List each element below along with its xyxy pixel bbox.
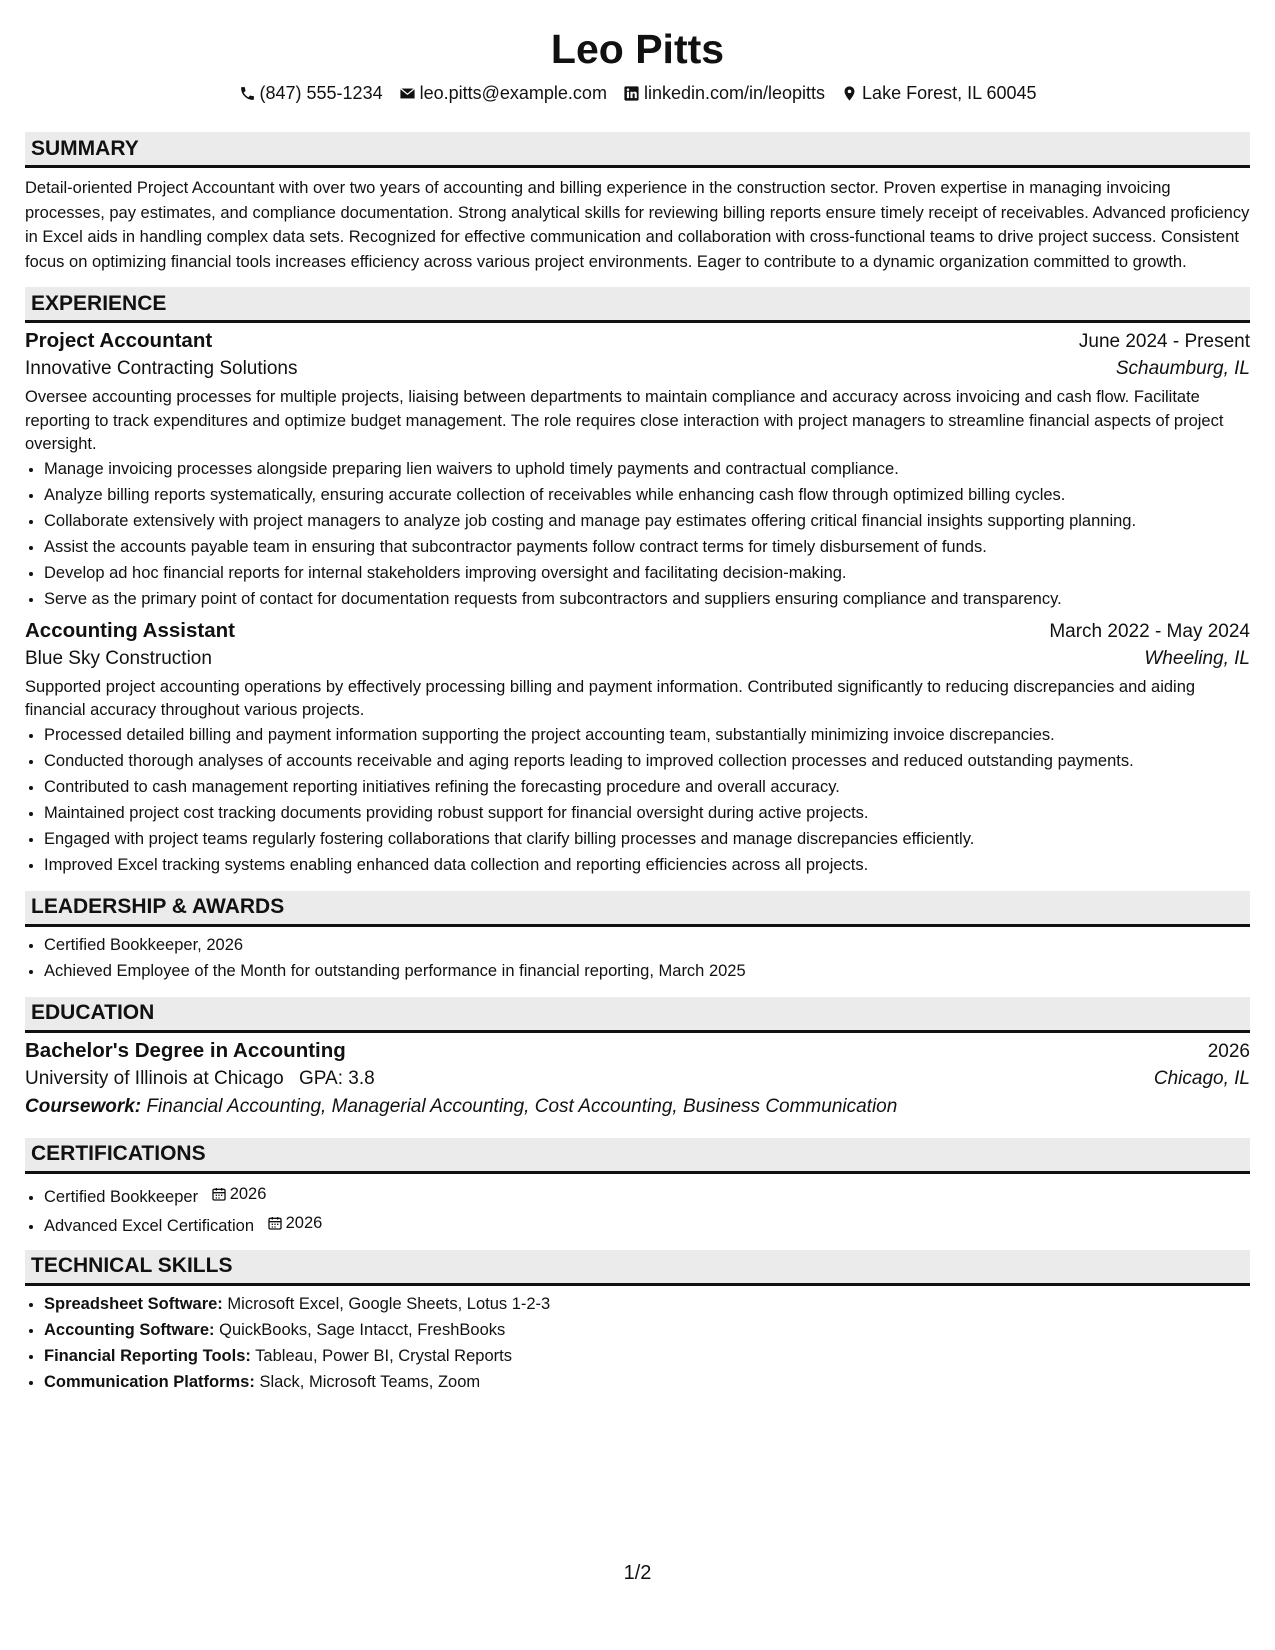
list-item: • Collaborate extensively with project managers to analyze job costing and manage pay estimates offering critical financial insights supporting planning. <box>44 509 1250 533</box>
section-heading: TECHNICAL SKILLS <box>25 1250 1250 1286</box>
skill-label: Spreadsheet Software: <box>44 1294 223 1313</box>
gpa: GPA: 3.8 <box>299 1067 375 1089</box>
skill-label: Financial Reporting Tools: <box>44 1346 251 1365</box>
cert-date <box>211 1182 267 1206</box>
contact-phone[interactable] <box>239 83 383 104</box>
map-pin-icon <box>841 85 858 102</box>
certifications-section <box>25 1138 1250 1238</box>
list-item: • Processed detailed billing and payment information supporting the project accounting team, substantially minimizing invoice discrepancies. <box>44 723 1250 747</box>
phone-text: (847) 555-1234 <box>259 82 383 103</box>
list-item: • Maintained project cost tracking documents providing robust support for financial oversight during active projects. <box>44 801 1250 825</box>
experience-section <box>25 287 1250 877</box>
skill-value: QuickBooks, Sage Intacct, FreshBooks <box>219 1320 506 1339</box>
education-header <box>25 1039 1250 1063</box>
leadership-list <box>25 933 1250 983</box>
linkedin-text: linkedin.com/in/leopitts <box>643 82 826 103</box>
list-item <box>44 1344 1250 1368</box>
linkedin-icon <box>623 85 640 102</box>
resume-page <box>25 22 1250 1396</box>
contact-email[interactable] <box>399 83 607 104</box>
coursework-list: Financial Accounting, Managerial Accounting, Cost Accounting, Business Communication <box>146 1095 898 1117</box>
summary-section <box>25 132 1250 274</box>
list-item: • Conducted thorough analyses of accounts receivable and aging reports leading to improved collection processes and reduced outstanding payments. <box>44 749 1250 773</box>
summary-text: Detail-oriented Project Accountant with over two years of accounting and billing experience in the construction sector. Proven expertise in managing invoicing processes, pay estimates, and compliance documentation. Strong analytical skills for reviewing billing reports ensure timely receipt of receivables. Advanced proficiency in Excel aids in handling complex data sets. Recognized for effective communication and collaboration with cross-functional teams to drive project success. Consistent focus on optimizing financial tools increases efficiency across various project environments. Eager to contribute to a dynamic organization committed to growth. <box>25 179 1250 271</box>
location-text: Lake Forest, IL 60045 <box>862 82 1037 103</box>
list-item <box>44 1182 1250 1209</box>
list-item: • Improved Excel tracking systems enabling enhanced data collection and reporting efficiencies across all projects. <box>44 853 1250 877</box>
skill-value: Slack, Microsoft Teams, Zoom <box>259 1372 481 1391</box>
job-description: Oversee accounting processes for multiple projects, liaising between departments to maintain compliance and accuracy across invoicing and cash flow. Facilitate reporting to track expenditures and optimize budget management. The role requires close interaction with project managers to streamline financial aspects of project oversight. <box>25 388 1224 453</box>
email-text: leo.pitts@example.com <box>419 82 607 103</box>
job-description: Supported project accounting operations by effectively processing billing and payment information. Contributed significantly to reducing discrepancies and aiding financial accuracy throughout various projects. <box>25 677 1196 719</box>
section-heading: CERTIFICATIONS <box>25 1138 1250 1174</box>
section-heading: EXPERIENCE <box>25 287 1250 323</box>
company-name: Innovative Contracting Solutions <box>25 358 298 379</box>
cert-name: Advanced Excel Certification <box>44 1216 255 1235</box>
list-item: • Achieved Employee of the Month for outstanding performance in financial reporting, March 2025 <box>44 959 1250 983</box>
list-item: • Develop ad hoc financial reports for internal stakeholders improving oversight and facilitating decision-making. <box>44 561 1250 585</box>
contact-location <box>841 83 1036 104</box>
job-entry <box>25 329 1250 611</box>
list-item: • Analyze billing reports systematically, ensuring accurate collection of receivables while enhancing cash flow through optimized billing cycles. <box>44 483 1250 507</box>
education-subheader <box>25 1068 1250 1090</box>
certifications-list <box>25 1182 1250 1238</box>
coursework-label: Coursework: <box>25 1095 142 1117</box>
cert-date <box>267 1211 323 1235</box>
education-section <box>25 997 1250 1118</box>
contact-bar <box>25 80 1250 106</box>
skill-label: Communication Platforms: <box>44 1372 255 1391</box>
section-heading: EDUCATION <box>25 997 1250 1033</box>
page-number: 1/2 <box>623 1562 652 1584</box>
school-line <box>25 1068 375 1090</box>
job-bullets <box>25 457 1250 611</box>
skill-value: Tableau, Power BI, Crystal Reports <box>255 1346 512 1365</box>
contact-linkedin[interactable] <box>623 83 825 104</box>
job-title: Accounting Assistant <box>25 618 235 642</box>
list-item <box>44 1292 1250 1316</box>
job-header <box>25 619 1250 643</box>
candidate-name: Leo Pitts <box>550 26 725 72</box>
job-location: Wheeling, IL <box>1144 647 1250 669</box>
degree-name: Bachelor's Degree in Accounting <box>25 1038 346 1062</box>
job-dates: March 2022 - May 2024 <box>1049 620 1250 642</box>
list-item: • Contributed to cash management reporting initiatives refining the forecasting procedure and overall accuracy. <box>44 775 1250 799</box>
phone-icon <box>239 85 256 102</box>
company-name: Blue Sky Construction <box>25 647 212 669</box>
calendar-icon <box>211 1186 227 1202</box>
list-item <box>44 1370 1250 1394</box>
list-item: • Engaged with project teams regularly fostering collaborations that clarify billing processes and manage discrepancies efficiently. <box>44 827 1250 851</box>
job-subheader <box>25 648 1250 670</box>
calendar-icon <box>267 1215 283 1231</box>
list-item: • Assist the accounts payable team in ensuring that subcontractor payments follow contract terms for timely disbursement of funds. <box>44 535 1250 559</box>
school-name: University of Illinois at Chicago <box>25 1067 284 1089</box>
cert-name: Certified Bookkeeper <box>44 1187 199 1206</box>
job-header <box>25 329 1250 353</box>
skills-section <box>25 1250 1250 1394</box>
job-subheader <box>25 358 1250 380</box>
envelope-icon <box>399 85 416 102</box>
list-item: • Certified Bookkeeper, 2026 <box>44 933 1250 957</box>
skill-value: Microsoft Excel, Google Sheets, Lotus 1-2-3 <box>227 1294 551 1313</box>
cert-year: 2026 <box>285 1213 323 1232</box>
list-item: • Manage invoicing processes alongside preparing lien waivers to uphold timely payments and contractual compliance. <box>44 457 1250 481</box>
job-dates: June 2024 - Present <box>1078 331 1250 352</box>
cert-year: 2026 <box>229 1184 267 1203</box>
list-item <box>44 1318 1250 1342</box>
coursework <box>25 1096 1250 1118</box>
section-heading: LEADERSHIP & AWARDS <box>25 891 1250 927</box>
school-location: Chicago, IL <box>1153 1067 1250 1089</box>
graduation-year: 2026 <box>1207 1040 1250 1062</box>
leadership-section <box>25 891 1250 983</box>
list-item <box>44 1211 1250 1238</box>
job-entry <box>25 619 1250 877</box>
job-title: Project Accountant <box>25 329 213 352</box>
job-bullets <box>25 723 1250 877</box>
job-location: Schaumburg, IL <box>1115 358 1250 379</box>
section-heading: SUMMARY <box>25 132 1250 168</box>
skill-label: Accounting Software: <box>44 1320 215 1339</box>
list-item: • Serve as the primary point of contact for documentation requests from subcontractors and suppliers ensuring compliance and transparency. <box>44 587 1250 611</box>
skills-list <box>25 1292 1250 1394</box>
